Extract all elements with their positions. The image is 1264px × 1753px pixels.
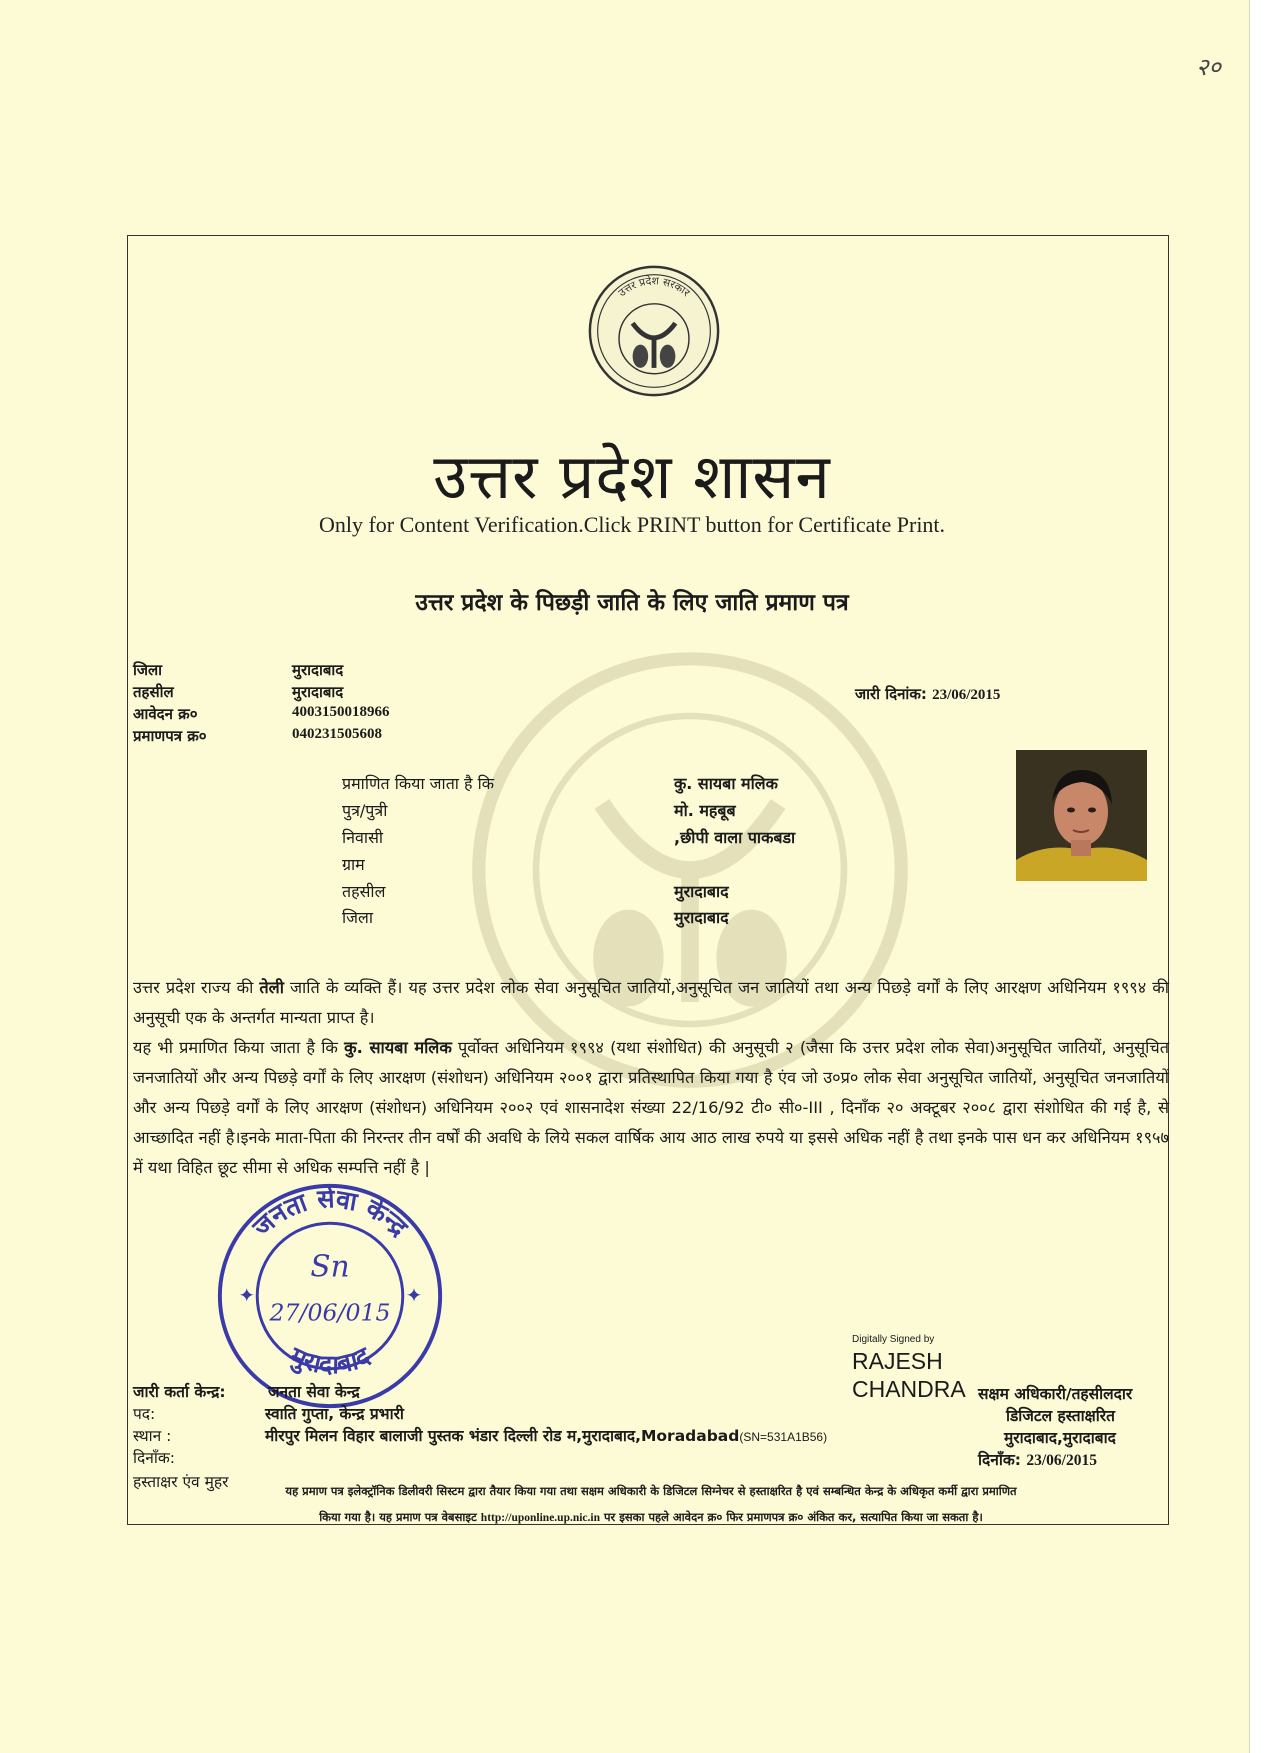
certify-label-6: जिला: [342, 908, 374, 927]
certify-label-1: प्रमाणित किया जाता है कि: [342, 774, 495, 793]
seal-date: 27/06/015: [269, 1298, 391, 1327]
officer-date: दिनाँक: 23/06/2015: [978, 1451, 1097, 1469]
signer-first-name: RAJESH: [852, 1348, 943, 1374]
tehsil-label: तहसील: [133, 683, 174, 701]
certify-value-name: कु. सायबा मलिक: [674, 774, 778, 793]
certificate-no-label: प्रमाणपत्र क्र०: [133, 727, 207, 745]
officer-digital-sign: डिजिटल हस्ताक्षरित: [1006, 1407, 1115, 1425]
issue-date-label: जारी दिनांक:: [855, 685, 927, 703]
govt-title: उत्तर प्रदेश शासन: [433, 440, 831, 513]
svg-text:मुरादाबाद: [284, 1341, 376, 1381]
certificate-title: उत्तर प्रदेश के पिछड़ी जाति के लिए जाति प्रमाण पत्र: [415, 590, 849, 616]
post-value: स्वाति गुप्ता, केन्द्र प्रभारी: [265, 1405, 404, 1423]
officer-place: मुरादाबाद,मुरादाबाद: [1004, 1429, 1116, 1447]
certify-label-3: निवासी: [342, 828, 384, 847]
disclaimer-line-2: किया गया है। यह प्रमाण पत्र वेबसाइट http://uponline.up.nic.in पर इसका पहले आवेदन क्र० फिर प्रमाणपत्र क्र० अंकित कर, सत्यापित किया जा सकता है।: [319, 1510, 983, 1524]
signer-last-name: CHANDRA: [852, 1376, 966, 1402]
certify-label-5: तहसील: [342, 882, 386, 901]
issue-date-value: 23/06/2015: [932, 687, 1001, 703]
caste-name: तेली: [259, 978, 284, 997]
verification-note: Only for Content Verification.Click PRINT button for Certificate Print.: [318, 512, 946, 537]
district-label: जिला: [133, 661, 163, 679]
caste-paragraph: उत्तर प्रदेश राज्य की तेली जाति के व्यक्ति हैं। यह उत्तर प्रदेश लोक सेवा अनुसूचित जातियों,अनुसूचित जन जातियों तथा अन्य पिछड़े वर्गों के लिए आरक्षण अधिनियम १९९४ की अनुसूची एक के अन्तर्गत मान्यता प्राप्त है।: [133, 978, 1169, 1027]
certification-paragraph: यह भी प्रमाणित किया जाता है कि कु. सायबा मलिक पूर्वोक्त अधिनियम १९९४ (यथा संशोधित) की अनुसूची २ (जैसा कि उत्तर प्रदेश लोक सेवा)अनुसूचित जातियों, अनुसूचित जनजातियों और अन्य पिछड़े वर्गों के लिए आरक्षण (संशोधन) अधिनियम २००१ द्वारा प्रतिस्थापित किया गया है एंव जो उ०प्र० लोक सेवा अनुसूचित जातियों, अनुसूचित जनजातियों और अन्य पिछड़े वर्गों के लिए आरक्षण (संशोधन) अधिनियम २००२ एवं शासनादेश संख्या 22/16/92 टी० सी०-III , दिनाँक २० अक्टूबर २००८ द्वारा संशोधित की गई है, से आच्छादित नहीं है।इनके माता-पिता की निरन्तर तीन वर्षों की अवधि के लिये सकल वार्षिक आय आठ लाख रुपये या इससे अधिक नहीं है तथा इनके पास धन कर अधिनियम १९५७ में यथा विहित छूट सीमा से अधिक सम्पत्ति नहीं है |: [133, 1038, 1169, 1177]
seal-ring-top: जनता सेवा केन्द्र: [247, 1184, 414, 1243]
svg-text:✦: ✦: [405, 1283, 423, 1307]
corner-handwritten-mark: २०: [1196, 53, 1221, 81]
officer-date-value: 23/06/2015: [1026, 1452, 1097, 1469]
certify-value-parent: मो. महबूब: [674, 801, 736, 820]
emblem-ring-text: उत्तर प्रदेश सरकार: [615, 274, 693, 300]
certificate-no-value: 040231505608: [292, 726, 382, 742]
application-no-value: 4003150018966: [292, 704, 390, 720]
center-seal-stamp: [212, 1178, 448, 1414]
digitally-signed-label: Digitally Signed by: [852, 1334, 935, 1345]
date-label: दिनाँक:: [133, 1449, 175, 1467]
disclaimer-line-1: यह प्रमाण पत्र इलेक्ट्रॉनिक डिलीवरी सिस्टम द्वारा तैयार किया गया तथा सक्षम अधिकारी के डिजिटल सिग्नेचर से हस्ताक्षरित है एवं सम्बन्धित केन्द्र के अधिकृत कर्मी द्वारा प्रमाणित: [285, 1484, 1017, 1498]
tehsil-value: मुरादाबाद: [292, 683, 344, 701]
verification-url: http://uponline.up.nic.in: [480, 1512, 600, 1524]
certify-value-tehsil: मुरादाबाद: [674, 882, 729, 901]
svg-text:जनता सेवा केन्द्र: [246, 1183, 414, 1244]
certify-value-resident: ,छीपी वाला पाकबडा: [674, 828, 796, 847]
seal-initials: Sn: [310, 1249, 350, 1284]
certify-value-district: मुरादाबाद: [674, 908, 729, 927]
up-govt-emblem-icon: [586, 263, 722, 399]
certify-label-2: पुत्र/पुत्री: [342, 801, 388, 820]
signer-serial: (SN=531A1B56): [739, 1430, 828, 1444]
disclaimer: [133, 1478, 1169, 1531]
application-no-label: आवेदन क्र०: [133, 705, 198, 723]
issuing-center-label: जारी कर्ता केन्द्र:: [133, 1383, 226, 1401]
issuing-center-value: जनता सेवा केन्द्र: [268, 1383, 360, 1401]
officer-title: सक्षम अधिकारी/तहसीलदार: [978, 1385, 1133, 1403]
applicant-name-inline: कु. सायबा मलिक: [344, 1038, 452, 1057]
place-label: स्थान :: [133, 1427, 172, 1445]
seal-ring-bottom: मुरादाबाद: [285, 1341, 375, 1381]
district-value: मुरादाबाद: [292, 661, 344, 679]
scan-edge: [1249, 0, 1264, 1753]
place-value: मीरपुर मिलन विहार बालाजी पुस्तक भंडार दिल्ली रोड म,मुरादाबाद,Moradabad(SN=531A1B56): [265, 1427, 828, 1445]
issue-date: [855, 684, 1000, 704]
certify-label-4: ग्राम: [342, 855, 365, 874]
applicant-photo: [1016, 750, 1147, 881]
post-label: पद:: [133, 1405, 156, 1423]
svg-text:✦: ✦: [238, 1283, 256, 1307]
sign-seal-label: हस्ताक्षर एंव मुहर: [133, 1473, 229, 1491]
